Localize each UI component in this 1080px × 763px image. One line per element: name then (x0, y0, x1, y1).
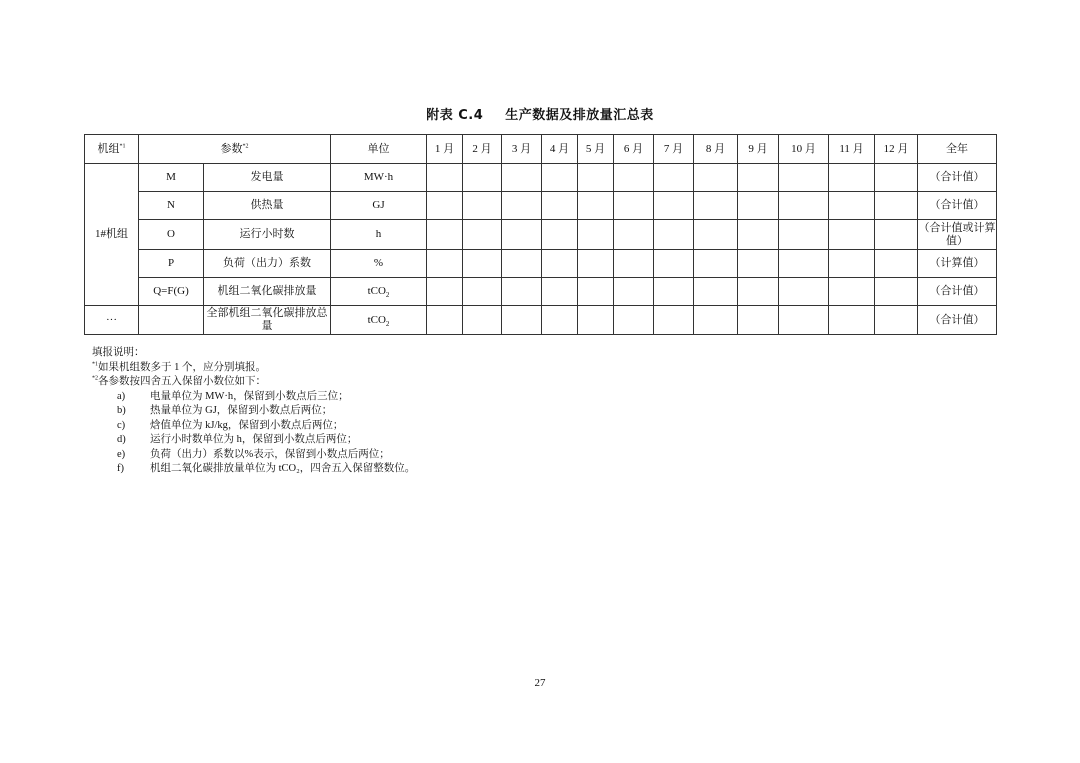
table-row-total (85, 306, 997, 335)
note-item: f) 机组二氧化碳排放量单位为 tCO₂，四舍五入保留整数位。 (117, 463, 416, 474)
header-month: 1 月 (427, 135, 463, 164)
year-cell: （合计值或计算值） (918, 220, 997, 250)
param-name: 全部机组二氧化碳排放总量 (204, 306, 331, 335)
header-year: 全年 (918, 135, 997, 164)
note-1: $^{*1}$如果机组数多于 1 个，应分别填报。 (92, 361, 266, 373)
param-code: O (139, 220, 204, 250)
summary-table (84, 134, 997, 335)
unit-cell: tCO$_2$ (331, 306, 427, 335)
header-month: 5 月 (578, 135, 614, 164)
year-cell: （合计值） (918, 278, 997, 306)
header-month: 6 月 (614, 135, 654, 164)
param-code (139, 306, 204, 335)
unit-cell: tCO$_2$ (331, 278, 427, 306)
param-name: 负荷（出力）系数 (204, 250, 331, 278)
note-item: a) 电量单位为 MW·h，保留到小数点后三位； (117, 390, 349, 402)
table-row (85, 278, 997, 306)
year-cell: （计算值） (918, 250, 997, 278)
header-row (85, 135, 997, 164)
param-code: P (139, 250, 204, 278)
header-month: 4 月 (542, 135, 578, 164)
unit-cell: GJ (331, 192, 427, 220)
header-month: 2 月 (463, 135, 502, 164)
header-month: 10 月 (779, 135, 829, 164)
param-name: 运行小时数 (204, 220, 331, 250)
notes-heading: 填报说明： (92, 347, 145, 358)
year-cell: （合计值） (918, 192, 997, 220)
fill-notes (92, 346, 415, 477)
param-code: N (139, 192, 204, 220)
param-name: 发电量 (204, 164, 331, 192)
note-item: b) 热量单位为 GJ，保留到小数点后两位； (117, 405, 333, 416)
header-param: 参数$^{*2}$ (139, 135, 331, 164)
header-month: 12 月 (875, 135, 918, 164)
group-cell: ··· (85, 306, 139, 335)
note-item: e) 负荷（出力）系数以%表示，保留到小数点后两位； (117, 448, 390, 460)
group-cell: 1#机组 (85, 164, 139, 306)
header-unit: 单位 (331, 135, 427, 164)
table-row (85, 250, 997, 278)
year-cell: （合计值） (918, 164, 997, 192)
table-title (0, 104, 1080, 123)
param-code: Q=F(G) (139, 278, 204, 306)
param-name: 供热量 (204, 192, 331, 220)
table-label: 附表 C.4 (426, 108, 484, 123)
note-item: d) 运行小时数单位为 h，保留到小数点后两位； (117, 434, 358, 445)
note-2: $^{*2}$各参数按四舍五入保留小数位如下： (92, 375, 266, 387)
unit-cell: h (331, 220, 427, 250)
header-month: 3 月 (502, 135, 542, 164)
table-row (85, 164, 997, 192)
param-name: 机组二氧化碳排放量 (204, 278, 331, 306)
header-unit-group: 机组$^{*1}$ (85, 135, 139, 164)
header-month: 9 月 (738, 135, 779, 164)
note-item: c) 焓值单位为 kJ/kg，保留到小数点后两位； (117, 419, 344, 431)
param-code: M (139, 164, 204, 192)
year-cell: （合计值） (918, 306, 997, 335)
table-title-text: 生产数据及排放量汇总表 (505, 108, 654, 123)
unit-cell: % (331, 250, 427, 278)
header-month: 11 月 (829, 135, 875, 164)
header-month: 7 月 (654, 135, 694, 164)
unit-cell: MW·h (331, 164, 427, 192)
table-row (85, 220, 997, 250)
header-month: 8 月 (694, 135, 738, 164)
table-row (85, 192, 997, 220)
page-number: 27 (534, 677, 546, 689)
